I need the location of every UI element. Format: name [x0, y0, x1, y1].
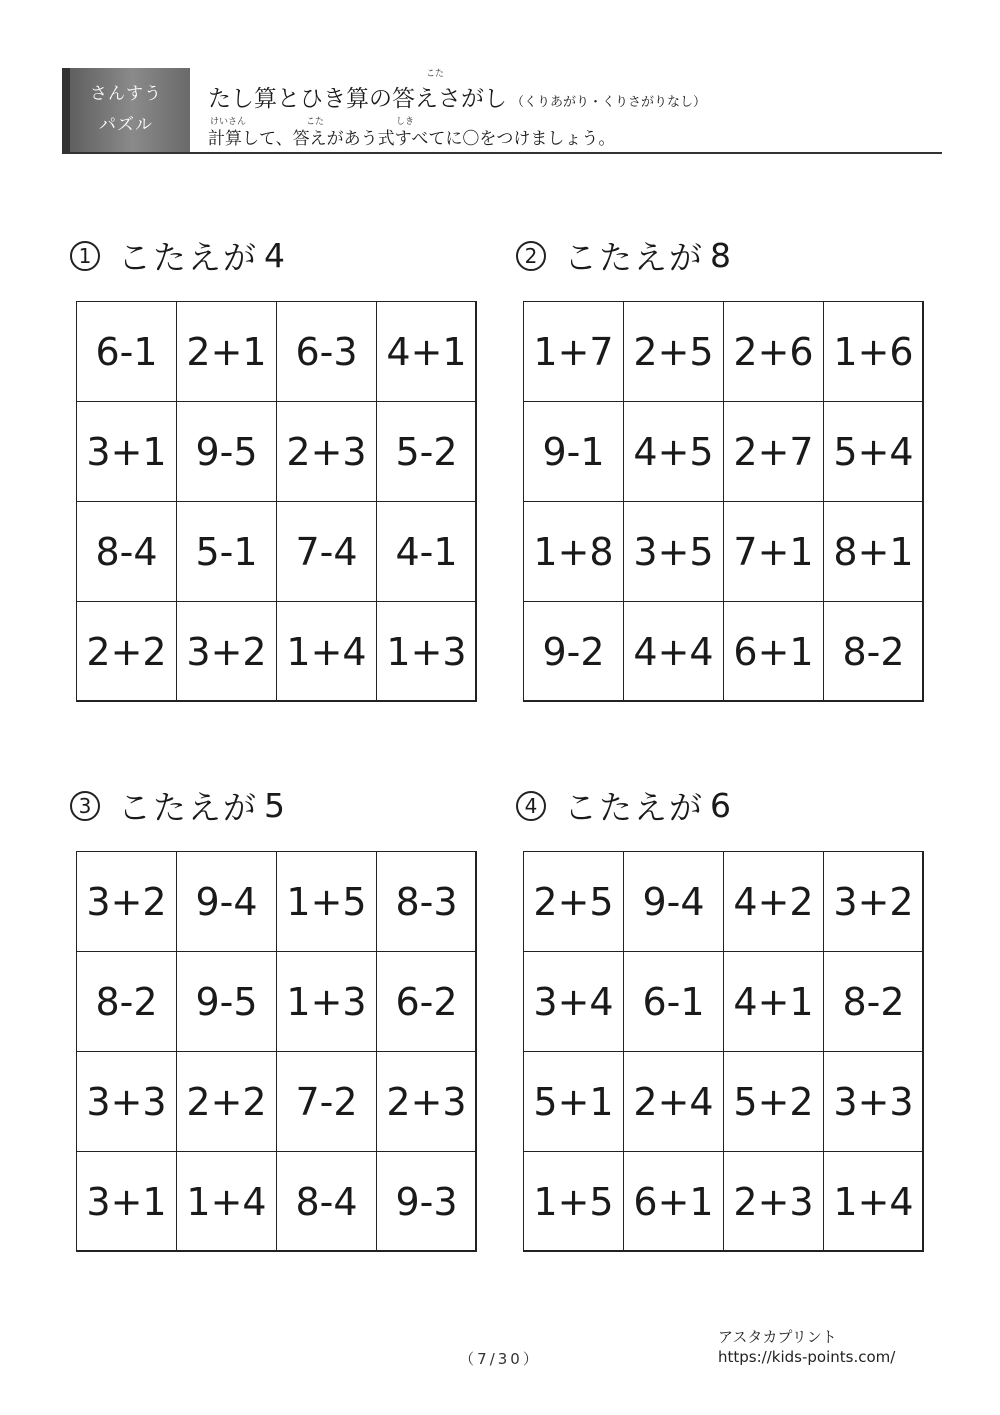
puzzle-4-cell[interactable]: 3+4: [523, 951, 624, 1052]
puzzle-1-cell[interactable]: 2+1: [176, 301, 277, 402]
puzzle-3-grid: [76, 851, 476, 1251]
puzzle-1-number: 1: [70, 241, 100, 271]
puzzle-2-cell[interactable]: 6+1: [723, 601, 824, 702]
puzzle-4-cell[interactable]: 1+4: [823, 1151, 924, 1252]
puzzle-3-cell[interactable]: 7-2: [276, 1051, 377, 1152]
badge-line1: さんすう: [90, 84, 162, 104]
puzzle-2-cell[interactable]: 1+7: [523, 301, 624, 402]
puzzle-3-cell[interactable]: 8-2: [76, 951, 177, 1052]
puzzle-4-cell[interactable]: 8-2: [823, 951, 924, 1052]
puzzle-1-label: こたえが: [118, 238, 258, 277]
puzzle-3-cell[interactable]: 3+3: [76, 1051, 177, 1152]
puzzle-1-cell[interactable]: 2+3: [276, 401, 377, 502]
badge-strip: [62, 68, 70, 152]
puzzle-1-cell[interactable]: 4+1: [376, 301, 477, 402]
puzzle-3-cell[interactable]: 3+2: [76, 851, 177, 952]
puzzle-1-cell[interactable]: 6-3: [276, 301, 377, 402]
puzzle-1-cell[interactable]: 1+3: [376, 601, 477, 702]
puzzle-1-cell[interactable]: 3+2: [176, 601, 277, 702]
title-subtitle: （くりあがり・くりさがりなし）: [511, 95, 707, 110]
instruction-text: 計算して、答えがあう式すべてに〇をつけましょう。: [208, 129, 616, 149]
puzzle-2-cell[interactable]: 7+1: [723, 501, 824, 602]
puzzle-1-cell[interactable]: 4-1: [376, 501, 477, 602]
puzzle-3-cell[interactable]: 6-2: [376, 951, 477, 1052]
puzzle-3-label: こたえが: [118, 788, 258, 827]
puzzle-1-cell[interactable]: 5-1: [176, 501, 277, 602]
puzzle-1-cell[interactable]: 9-5: [176, 401, 277, 502]
puzzle-2-number: 2: [516, 241, 546, 271]
puzzle-2-cell[interactable]: 2+6: [723, 301, 824, 402]
puzzle-4-number: 4: [516, 791, 546, 821]
puzzle-1-grid: [76, 301, 476, 701]
footer-url[interactable]: https://kids-points.com/: [718, 1348, 896, 1366]
puzzle-3-cell[interactable]: 9-3: [376, 1151, 477, 1252]
page-number: （7/30）: [459, 1350, 541, 1368]
puzzle-1-heading: [70, 232, 285, 279]
puzzle-4-cell[interactable]: 2+5: [523, 851, 624, 952]
puzzle-1-cell[interactable]: 7-4: [276, 501, 377, 602]
puzzle-1-cell[interactable]: 2+2: [76, 601, 177, 702]
badge-line2: パズル: [99, 115, 153, 135]
puzzle-2-grid: [523, 301, 923, 701]
puzzle-4-cell[interactable]: 9-4: [623, 851, 724, 952]
title-text: たし算とひき算の答えさがし: [208, 86, 507, 112]
puzzle-1-cell[interactable]: 8-4: [76, 501, 177, 602]
puzzle-4-cell[interactable]: 3+3: [823, 1051, 924, 1152]
puzzle-3-target: 5: [264, 786, 285, 825]
puzzle-4-cell[interactable]: 5+2: [723, 1051, 824, 1152]
title-block: [208, 68, 938, 152]
puzzle-1-target: 4: [264, 236, 285, 275]
puzzle-2-cell[interactable]: 2+5: [623, 301, 724, 402]
puzzle-3-cell[interactable]: 8-3: [376, 851, 477, 952]
puzzle-1-cell[interactable]: 5-2: [376, 401, 477, 502]
puzzle-1-cell[interactable]: 1+4: [276, 601, 377, 702]
worksheet-header: [62, 68, 942, 154]
ruby-kota2: こた: [306, 117, 325, 127]
puzzle-4-heading: [516, 782, 731, 829]
puzzle-4-cell[interactable]: 4+2: [723, 851, 824, 952]
puzzle-3-cell[interactable]: 9-4: [176, 851, 277, 952]
category-badge: [62, 68, 190, 152]
puzzle-4-cell[interactable]: 5+1: [523, 1051, 624, 1152]
puzzle-4-grid: [523, 851, 923, 1251]
puzzle-4-cell[interactable]: 2+4: [623, 1051, 724, 1152]
puzzle-2-cell[interactable]: 3+5: [623, 501, 724, 602]
ruby-shiki: しき: [396, 117, 415, 127]
puzzle-2-target: 8: [710, 236, 731, 275]
puzzle-2-cell[interactable]: 4+5: [623, 401, 724, 502]
worksheet-title: [208, 80, 706, 113]
puzzle-1-cell[interactable]: 6-1: [76, 301, 177, 402]
puzzle-2-cell[interactable]: 1+6: [823, 301, 924, 402]
puzzle-3-cell[interactable]: 1+3: [276, 951, 377, 1052]
puzzle-4-cell[interactable]: 3+2: [823, 851, 924, 952]
puzzle-2-cell[interactable]: 8-2: [823, 601, 924, 702]
puzzle-3-number: 3: [70, 791, 100, 821]
puzzle-3-cell[interactable]: 1+4: [176, 1151, 277, 1252]
puzzle-3-cell[interactable]: 2+2: [176, 1051, 277, 1152]
puzzle-2-cell[interactable]: 8+1: [823, 501, 924, 602]
puzzle-3-cell[interactable]: 3+1: [76, 1151, 177, 1252]
puzzle-2-cell[interactable]: 1+8: [523, 501, 624, 602]
puzzle-3-cell[interactable]: 1+5: [276, 851, 377, 952]
puzzle-3-cell[interactable]: 2+3: [376, 1051, 477, 1152]
puzzle-4-cell[interactable]: 6+1: [623, 1151, 724, 1252]
puzzle-2-cell[interactable]: 2+7: [723, 401, 824, 502]
puzzle-4-label: こたえが: [564, 788, 704, 827]
ruby-keisan: けいさん: [210, 117, 247, 127]
footer-brand: アスタカプリント: [718, 1328, 837, 1346]
puzzle-2-cell[interactable]: 9-1: [523, 401, 624, 502]
puzzle-3-cell[interactable]: 8-4: [276, 1151, 377, 1252]
puzzle-4-cell[interactable]: 1+5: [523, 1151, 624, 1252]
puzzle-2-cell[interactable]: 4+4: [623, 601, 724, 702]
puzzle-2-cell[interactable]: 9-2: [523, 601, 624, 702]
puzzle-3-heading: [70, 782, 285, 829]
ruby-kota: こた: [426, 69, 445, 79]
puzzle-4-cell[interactable]: 2+3: [723, 1151, 824, 1252]
puzzle-3-cell[interactable]: 9-5: [176, 951, 277, 1052]
puzzle-2-label: こたえが: [564, 238, 704, 277]
puzzle-4-cell[interactable]: 4+1: [723, 951, 824, 1052]
puzzle-2-heading: [516, 232, 731, 279]
puzzle-1-cell[interactable]: 3+1: [76, 401, 177, 502]
puzzle-4-target: 6: [710, 786, 731, 825]
puzzle-2-cell[interactable]: 5+4: [823, 401, 924, 502]
puzzle-4-cell[interactable]: 6-1: [623, 951, 724, 1052]
